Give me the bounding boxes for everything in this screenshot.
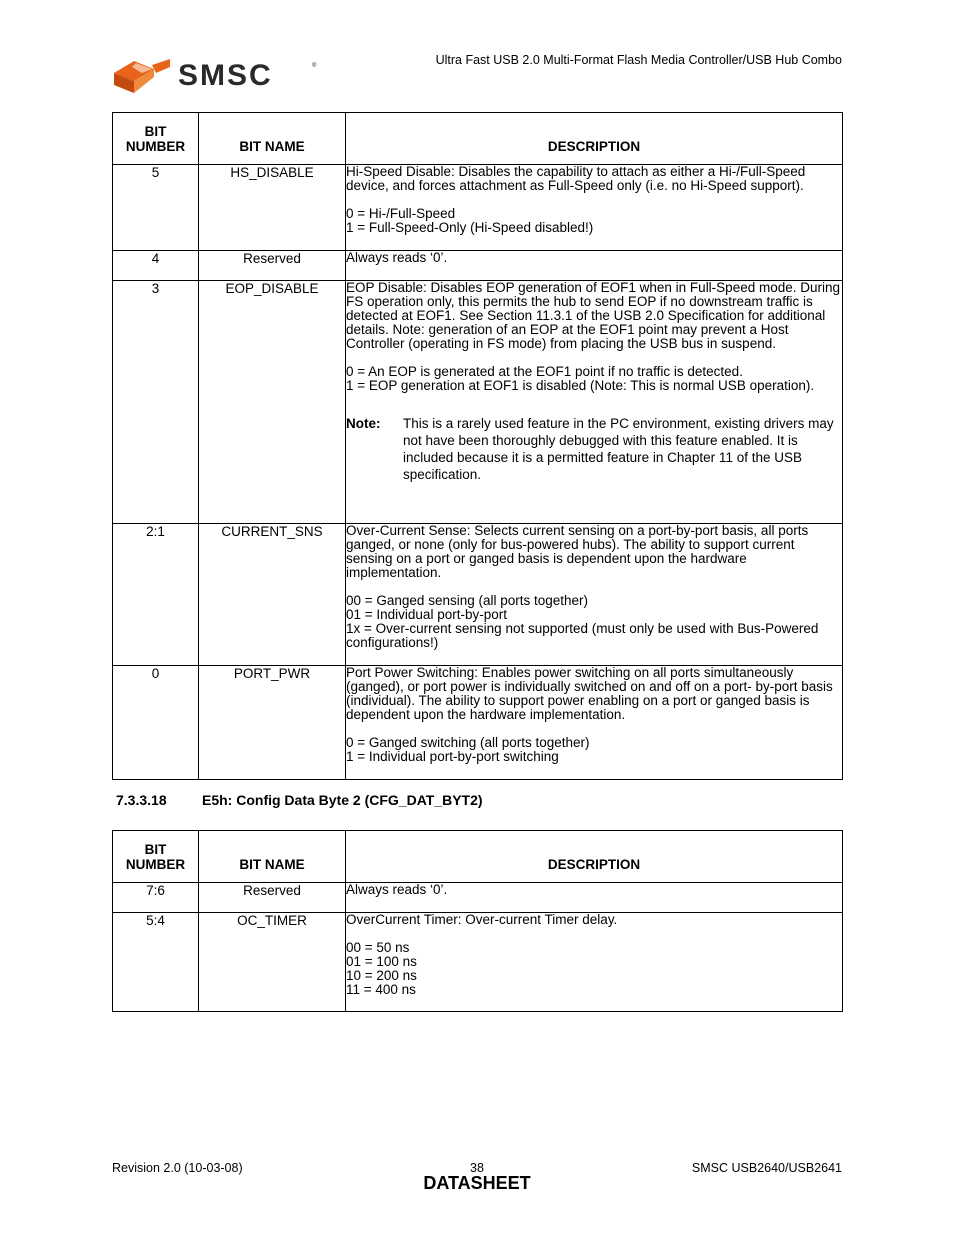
description-cell [346,165,843,251]
bit-number-cell: 0 [113,666,199,780]
description-paragraph: 00 = Ganged sensing (all ports together) 01 = Individual port-by-port 1x = Over-current sensing not supported (must only be used with Bus-Powered configurations!) [346,593,819,650]
section-title: E5h: Config Data Byte 2 (CFG_DAT_BYT2) [202,792,483,808]
bit-name-cell: Reserved [199,251,346,281]
header-bit-number: BIT NUMBER [113,831,199,883]
table-row [113,883,843,913]
description-cell [346,913,843,1012]
bit-number-cell: 2:1 [113,524,199,666]
bit-number-cell: 4 [113,251,199,281]
description-paragraph: 0 = Ganged switching (all ports together) 1 = Individual port-by-port switching [346,735,590,764]
bit-number-cell: 3 [113,281,199,524]
footer-datasheet-label: DATASHEET [423,1173,531,1193]
bit-name-cell: PORT_PWR [199,666,346,780]
description-paragraph: Hi-Speed Disable: Disables the capability to attach as either a Hi-/Full-Speed device, and forces attachment as Full-Speed only (i.e. no Hi-Speed support). [346,164,806,193]
logo-wordmark: SMSC [178,59,273,92]
note-block [346,415,842,483]
section-number: 7.3.3.18 [116,792,167,808]
bit-name-cell: OC_TIMER [199,913,346,1012]
description-cell [346,666,843,780]
description-paragraph: 0 = Hi-/Full-Speed 1 = Full-Speed-Only (Hi-Speed disabled!) [346,206,594,235]
table-row [113,165,843,251]
registered-mark: ® [312,63,317,69]
bit-number-cell: 5:4 [113,913,199,1012]
description-cell [346,251,843,281]
description-cell [346,883,843,913]
table-row [113,281,843,524]
bit-number-cell: 5 [113,165,199,251]
bit-name-cell: EOP_DISABLE [199,281,346,524]
bit-number-cell: 7:6 [113,883,199,913]
table-row [113,524,843,666]
logo-mark [114,59,170,93]
description-paragraph: Always reads ‘0’. [346,250,448,265]
description-cell [346,524,843,666]
note-text: This is a rarely used feature in the PC environment, existing drivers may not have been thoroughly debugged with this feature enabled. It is included because it is a permitted feature in Chapter 11 of the USB specification. [403,416,834,482]
note-label: Note: [346,416,381,431]
description-paragraph: OverCurrent Timer: Over-current Timer delay. [346,912,618,927]
description-cell [346,281,843,524]
description-paragraph: 0 = An EOP is generated at the EOF1 point if no traffic is detected. 1 = EOP generation at EOF1 is disabled (Note: This is normal USB operation). [346,364,815,393]
description-paragraph: EOP Disable: Disables EOP generation of EOF1 when in Full-Speed mode. During FS operation only, this permits the hub to send EOP if no downstream traffic is detected at EOF1. See Section 11.3.1 of the USB 2.0 Specification for additional details. Note: generation of an EOP at the EOF1 point may prevent a Host Controller (operating in FS mode) from placing the USB bus in suspend. [346,280,841,351]
table-row [113,913,843,1012]
register-table-2 [112,830,843,1012]
register-table-1 [112,112,843,780]
bit-name-cell: CURRENT_SNS [199,524,346,666]
header-bit-name: BIT NAME [199,113,346,165]
footer-revision: Revision 2.0 (10-03-08) [112,1161,243,1175]
header-bit-number: BIT NUMBER [113,113,199,165]
header-description: DESCRIPTION [346,113,843,165]
header-bit-name: BIT NAME [199,831,346,883]
table-row [113,251,843,281]
footer-page-number: 38 [470,1161,484,1175]
bit-name-cell: HS_DISABLE [199,165,346,251]
smsc-logo [112,55,322,95]
table-row [113,666,843,780]
description-paragraph: Port Power Switching: Enables power switching on all ports simultaneously (ganged), or port power is individually switched on and off on a port- by-port basis (individual). The ability to support power enabling on a port or ganged basis is dependent upon the hardware implementation. [346,665,833,722]
description-paragraph: Over-Current Sense: Selects current sensing on a port-by-port basis, all ports ganged, or none (only for bus-powered hubs). The ability to support current sensing on a port or ganged basis is dependent upon the hardware implementation. [346,523,809,580]
bit-name-cell: Reserved [199,883,346,913]
header-description: DESCRIPTION [346,831,843,883]
document-title: Ultra Fast USB 2.0 Multi-Format Flash Media Controller/USB Hub Combo [435,53,842,67]
description-paragraph: Always reads ‘0’. [346,882,448,897]
footer-product: SMSC USB2640/USB2641 [691,1161,842,1175]
section-heading [116,792,483,808]
description-paragraph: 00 = 50 ns 01 = 100 ns 10 = 200 ns 11 = 400 ns [346,940,417,997]
